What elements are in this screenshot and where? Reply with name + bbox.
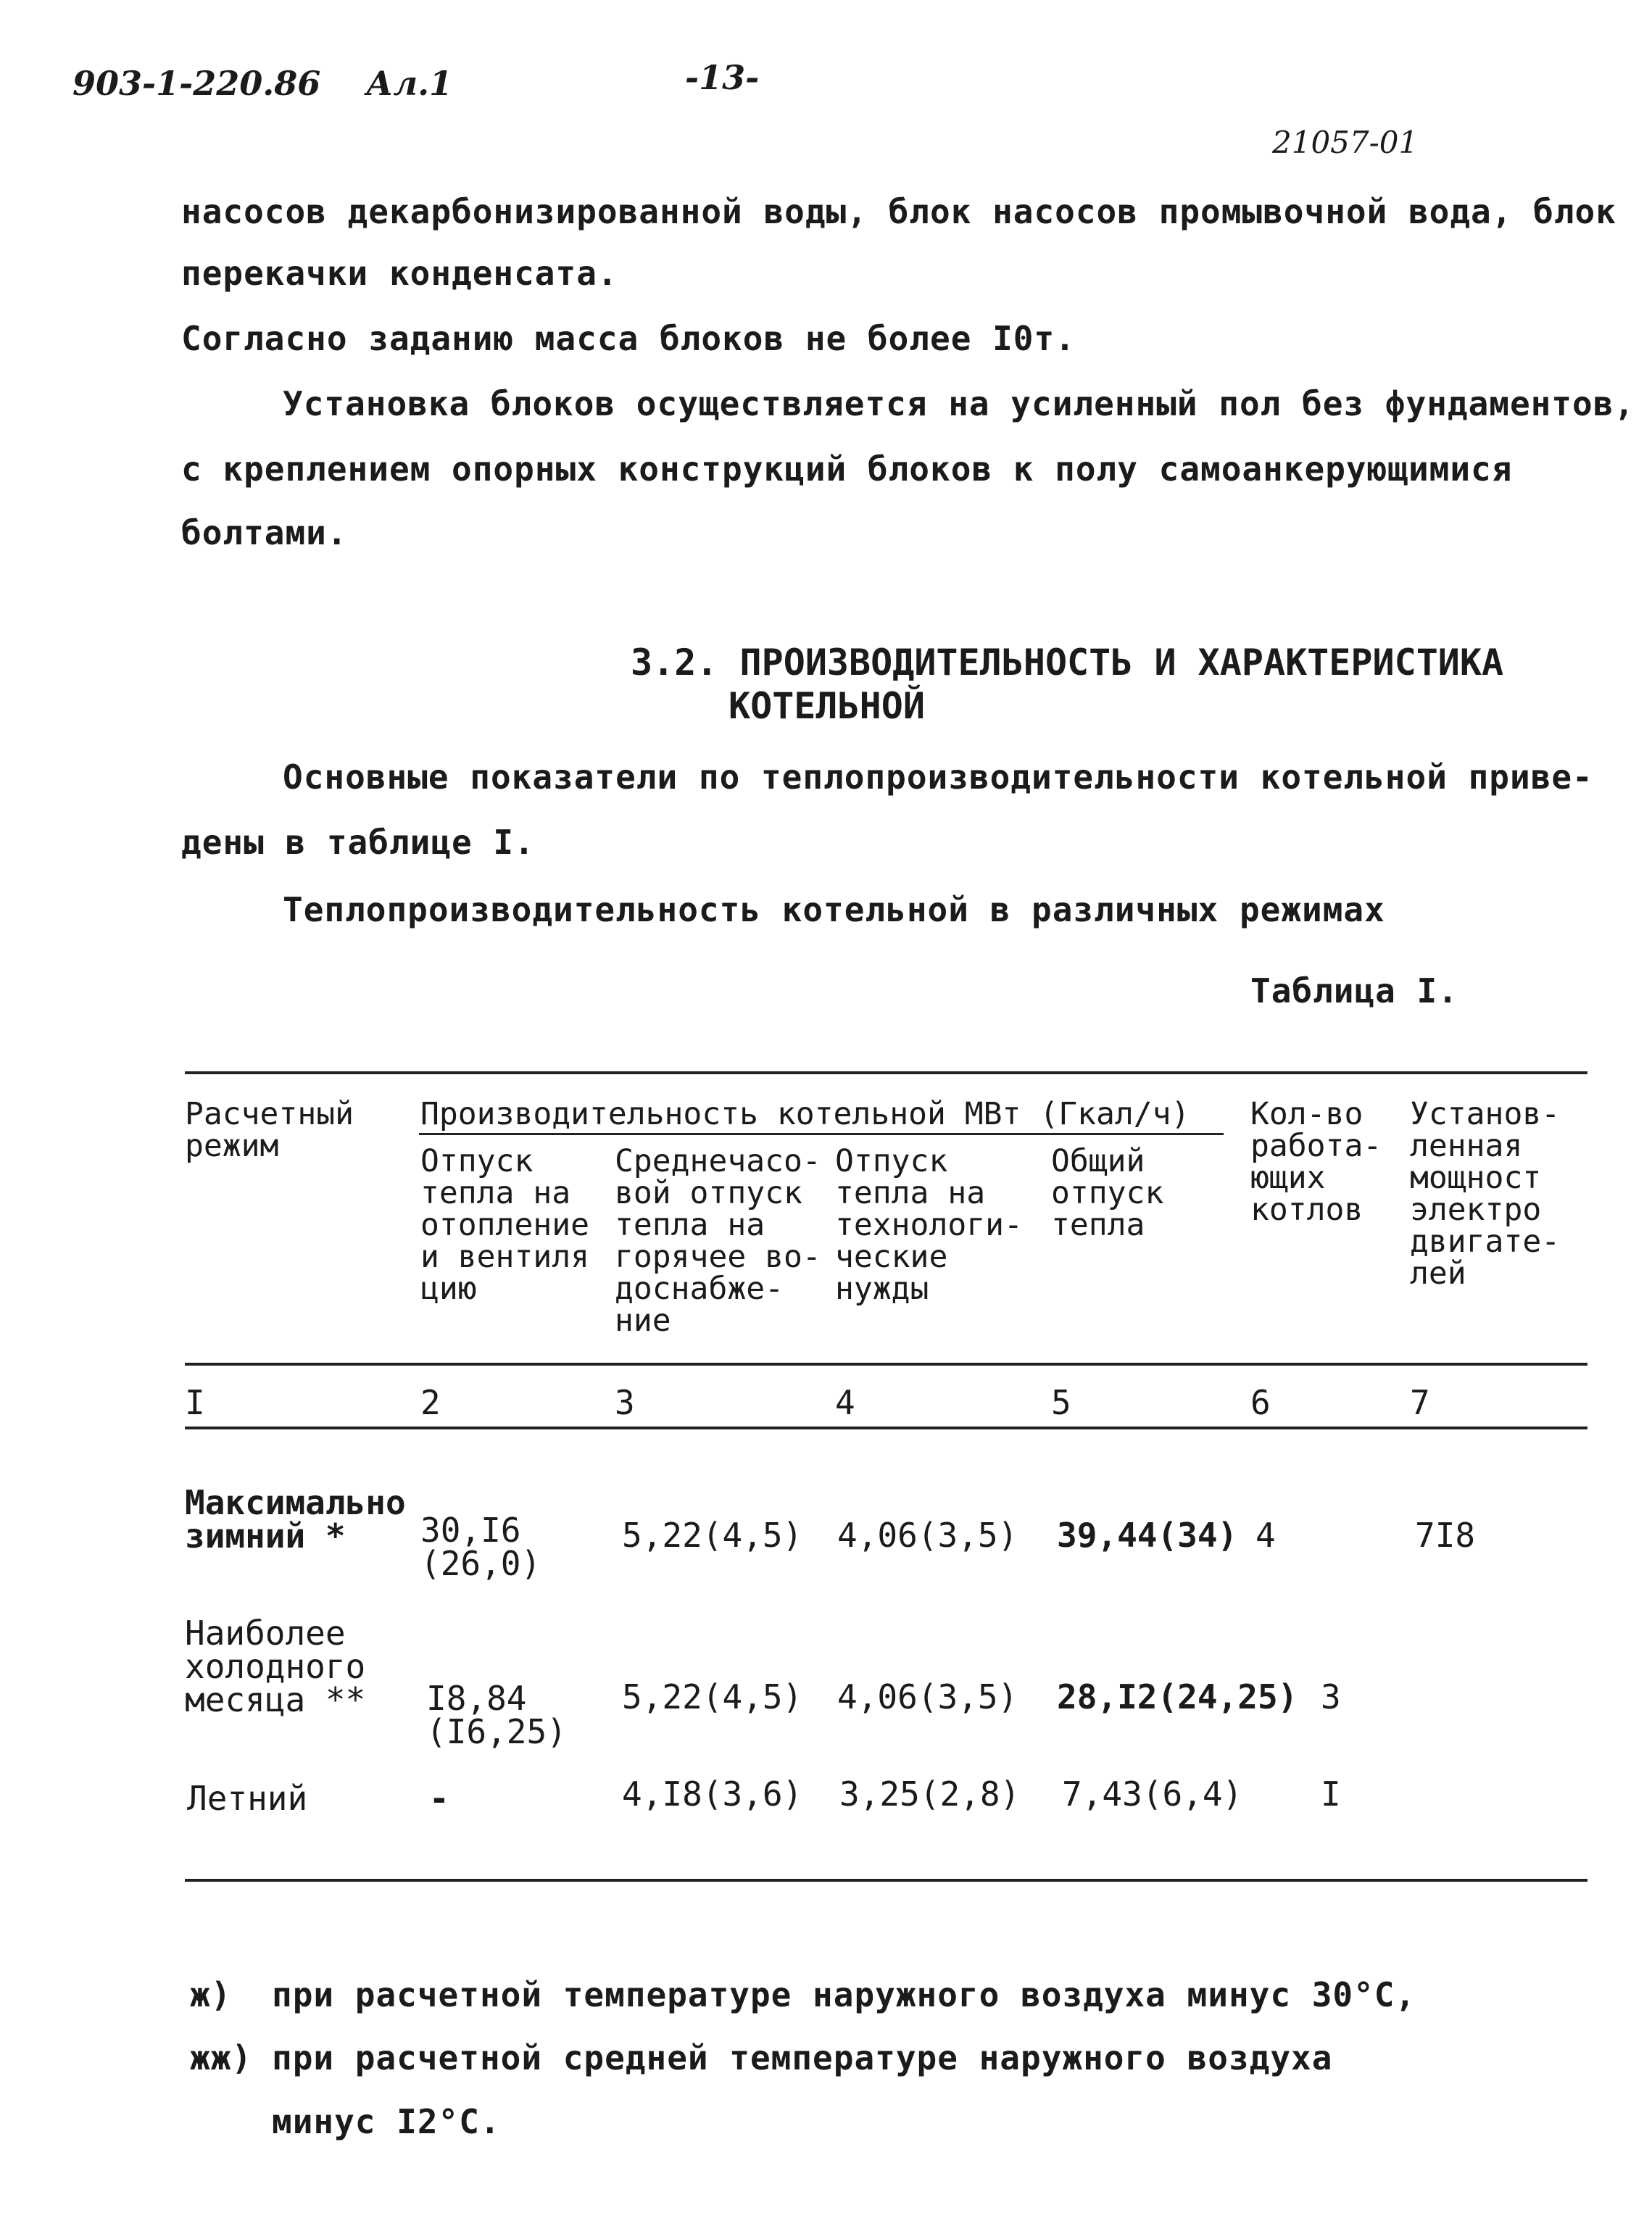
section-title-line-2: КОТЕЛЬНОЙ: [729, 685, 925, 727]
header-bottom-rule: [185, 1363, 1587, 1366]
row-boilers: 4: [1255, 1516, 1276, 1555]
document-code: 903-1-220.86: [72, 64, 321, 103]
column-number: 3: [615, 1383, 635, 1422]
section-paragraph-line-2: дены в таблице I.: [181, 823, 535, 862]
footnote-1-marker: ж): [190, 1975, 232, 2014]
column-number: 4: [835, 1383, 855, 1422]
section-title-line-1: 3.2. ПРОИЗВОДИТЕЛЬНОСТЬ И ХАРАКТЕРИСТИКА: [631, 641, 1504, 684]
intro-line-5: с креплением опорных конструкций блоков к полу самоанкерующимися: [181, 449, 1513, 489]
intro-line-3: Согласно заданию масса блоков не более I0т.: [181, 319, 1076, 358]
row-mode: Летний: [187, 1779, 308, 1818]
row-heating: I8,84 (I6,25): [426, 1679, 567, 1751]
row-technological: 4,06(3,5): [837, 1516, 1018, 1555]
header-total: Общий отпуск тепла: [1051, 1143, 1164, 1243]
row-total: 28,I2(24,25): [1057, 1677, 1298, 1716]
row-total: 39,44(34): [1057, 1516, 1238, 1555]
row-technological: 3,25(2,8): [839, 1774, 1021, 1814]
column-number: 2: [420, 1383, 441, 1422]
numbers-bottom-rule: [185, 1427, 1587, 1429]
sheet-id: 21057-01: [1272, 125, 1419, 160]
intro-line-4: Установка блоков осуществляется на усиленный пол без фундаментов,: [283, 384, 1635, 423]
header-installed-power: Установ- ленная мощност электро двигате- лей: [1410, 1096, 1561, 1292]
column-number: I: [185, 1383, 205, 1422]
column-number: 5: [1051, 1383, 1071, 1422]
intro-line-1: насосов декарбонизированной воды, блок насосов промывочной вода, блок: [181, 192, 1616, 231]
row-heating: -: [429, 1779, 449, 1818]
header-boilers-count: Кол-во работа- ющих котлов: [1250, 1096, 1382, 1228]
intro-line-6: болтами.: [181, 513, 348, 552]
footnote-2-text: при расчетной средней температуре наружного воздуха: [272, 2038, 1333, 2077]
group-header-underline: [419, 1133, 1224, 1135]
table-top-rule: [185, 1071, 1587, 1074]
header-calc-mode: Расчетный режим: [185, 1096, 354, 1164]
album-label: Ал.1: [366, 64, 453, 103]
section-paragraph-line-1: Основные показатели по теплопроизводительности котельной приве-: [283, 757, 1593, 797]
row-heating: 30,I6 (26,0): [420, 1511, 541, 1583]
header-heating: Отпуск тепла на отопление и вентиля цию: [420, 1143, 589, 1307]
row-power: 7I8: [1415, 1516, 1476, 1555]
row-total: 7,43(6,4): [1062, 1774, 1243, 1814]
row-mode: Наиболее холодного месяца **: [185, 1614, 366, 1719]
row-boilers: 3: [1321, 1677, 1341, 1716]
row-mode: Максимально зимний *: [185, 1483, 406, 1556]
page-number: -13-: [685, 58, 760, 97]
row-hot-water: 5,22(4,5): [622, 1677, 803, 1716]
header-production-group: Производительность котельной МВт (Гкал/ч): [420, 1096, 1190, 1132]
row-technological: 4,06(3,5): [837, 1677, 1018, 1716]
row-boilers: I: [1321, 1774, 1341, 1814]
table-caption: Теплопроизводительность котельной в различных режимах: [283, 890, 1385, 929]
footnote-1-text: при расчетной температуре наружного воздуха минус 30°С,: [272, 1975, 1416, 2014]
intro-line-2: перекачки конденсата.: [181, 254, 618, 293]
column-number: 6: [1250, 1383, 1271, 1422]
footnote-2-marker: жж): [190, 2038, 253, 2077]
header-hot-water: Среднечасо- вой отпуск тепла на горячее во- доснабже- ние: [615, 1143, 821, 1339]
table-bottom-rule: [185, 1879, 1587, 1882]
row-hot-water: 5,22(4,5): [622, 1516, 803, 1555]
footnote-2-continuation: минус I2°С.: [272, 2102, 501, 2141]
column-number: 7: [1410, 1383, 1430, 1422]
table-label: Таблица I.: [1250, 971, 1458, 1010]
row-hot-water: 4,I8(3,6): [622, 1774, 803, 1814]
header-technological: Отпуск тепла на технологи- ческие нужды: [835, 1143, 1023, 1307]
